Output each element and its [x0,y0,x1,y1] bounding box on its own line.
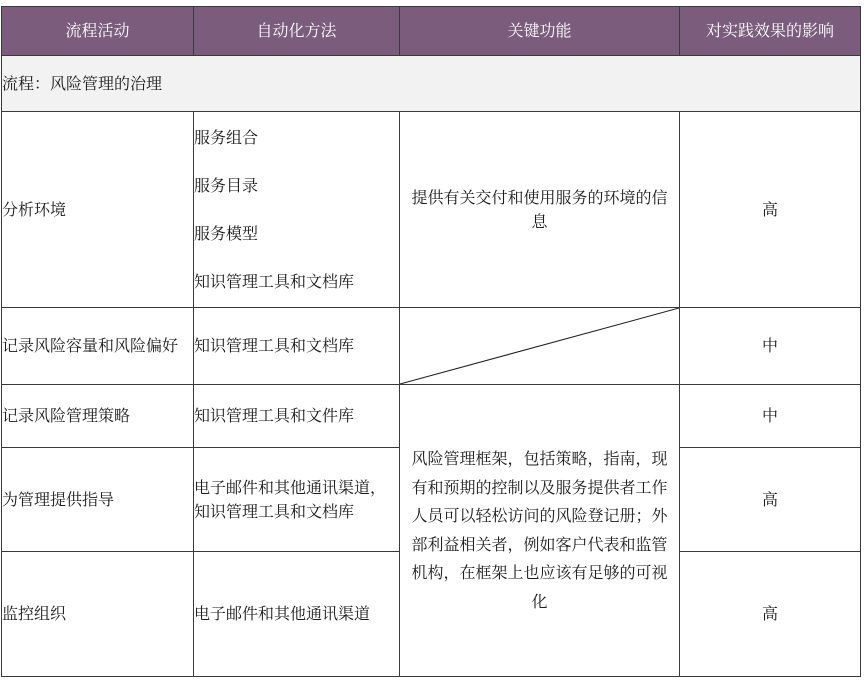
header-function: 关键功能 [400,7,680,56]
method-item: 知识管理工具和文档库 [194,271,355,291]
activity-cell: 监控组织 [2,552,194,677]
diagonal-line [400,308,679,384]
method-item: 知识管理工具和文档库 [194,501,355,521]
header-row [2,7,861,56]
governance-table [1,6,861,677]
table-row [2,385,861,448]
method-cell: 知识管理工具和文档库 [194,308,400,385]
section-label: 流程：风险管理的治理 [2,56,861,112]
impact-cell: 高 [680,552,861,677]
method-item: 服务组合 [194,127,259,147]
activity-cell: 分析环境 [2,112,194,308]
method-item: 服务目录 [194,175,259,195]
method-item: 电子邮件和其他通讯渠道， [194,477,387,497]
section-row [2,56,861,112]
impact-cell: 高 [680,112,861,308]
function-cell: 提供有关交付和使用服务的环境的信息 [400,112,680,308]
table-row [2,112,861,308]
method-cell: 知识管理工具和文件库 [194,385,400,448]
activity-cell: 记录风险容量和风险偏好 [2,308,194,385]
method-cell [194,112,400,308]
method-cell [194,448,400,552]
function-cell: 风险管理框架，包括策略，指南，现有和预期的控制以及服务提供者工作人员可以轻松访问的风险登记册；外部利益相关者，例如客户代表和监管机构，在框架上也应该有足够的可视化 [400,385,680,677]
table-row [2,308,861,385]
header-activity: 流程活动 [2,7,194,56]
impact-cell: 中 [680,308,861,385]
method-item: 服务模型 [194,223,259,243]
impact-cell: 中 [680,385,861,448]
header-impact: 对实践效果的影响 [680,7,861,56]
empty-function-cell [400,308,680,385]
method-cell: 电子邮件和其他通讯渠道 [194,552,400,677]
header-method: 自动化方法 [194,7,400,56]
impact-cell: 高 [680,448,861,552]
activity-cell: 为管理提供指导 [2,448,194,552]
activity-cell: 记录风险管理策略 [2,385,194,448]
